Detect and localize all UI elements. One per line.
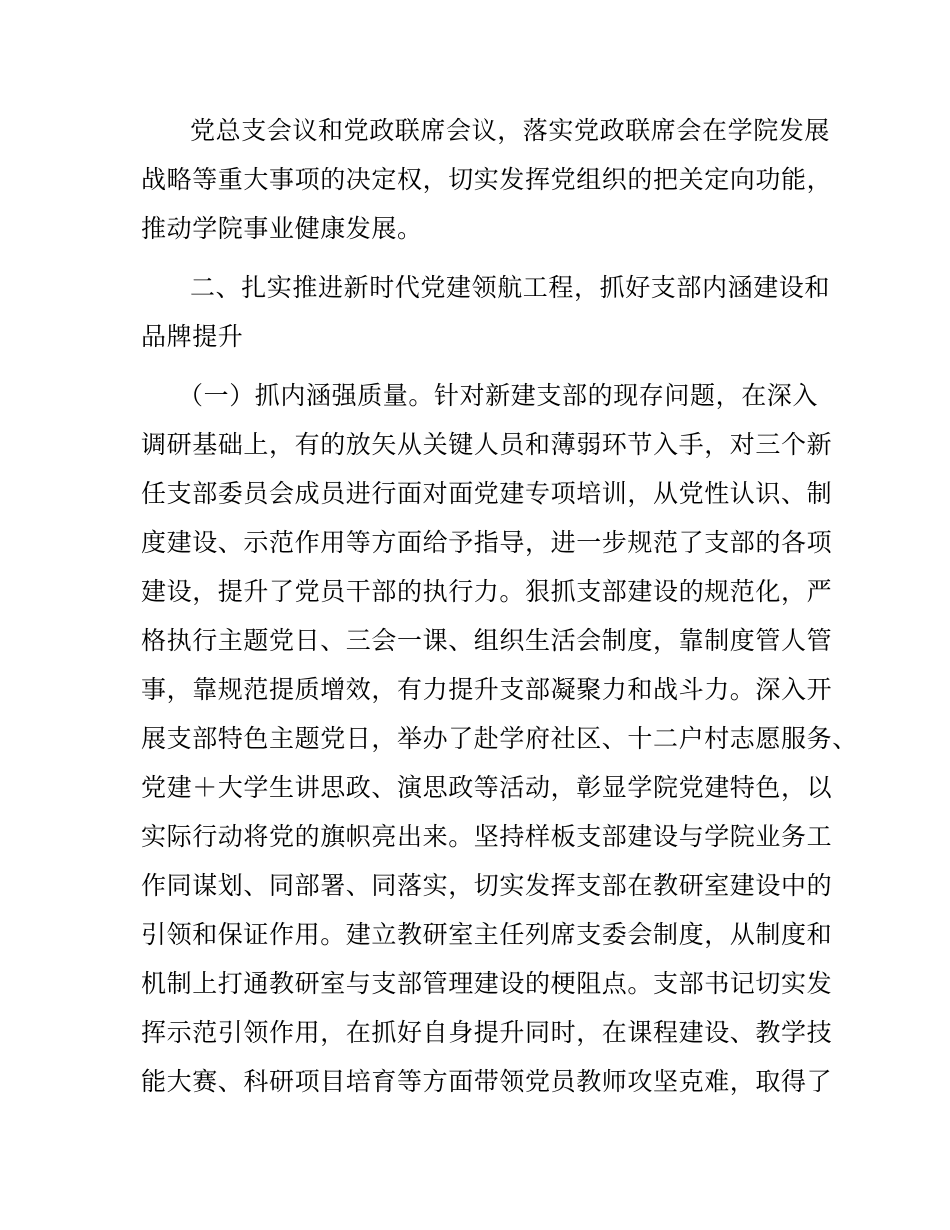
paragraph-line-12: 事，靠规范提质增效，有力提升支部凝聚力和战斗力。深入开 xyxy=(141,675,833,704)
paragraph-line-8: 任支部委员会成员进行面对面党建专项培训，从党性认识、制 xyxy=(141,479,833,508)
paragraph-line-13: 展支部特色主题党日，举办了赴学府社区、十二户村志愿服务、 xyxy=(141,724,858,753)
paragraph-line-11: 格执行主题党日、三会一课、组织生活会制度，靠制度管人管 xyxy=(141,626,833,655)
paragraph-line-18: 机制上打通教研室与支部管理建设的梗阻点。支部书记切实发 xyxy=(141,969,833,998)
section-heading-line-2: 品牌提升 xyxy=(141,322,244,351)
paragraph-line-1: 党总支会议和党政联席会议，落实党政联席会在学院发展 xyxy=(190,116,831,145)
paragraph-line-15: 实际行动将党的旗帜亮出来。坚持样板支部建设与学院业务工 xyxy=(141,822,833,851)
paragraph-line-17: 引领和保证作用。建立教研室主任列席支委会制度，从制度和 xyxy=(141,920,833,949)
paragraph-line-16: 作同谋划、同部署、同落实，切实发挥支部在教研室建设中的 xyxy=(141,871,833,900)
section-heading-line-1: 二、扎实推进新时代党建领航工程，抓好支部内涵建设和 xyxy=(190,273,831,302)
paragraph-line-3: 推动学院事业健康发展。 xyxy=(141,214,423,243)
paragraph-line-9: 度建设、示范作用等方面给予指导，进一步规范了支部的各项 xyxy=(141,528,833,557)
paragraph-line-7: 调研基础上，有的放矢从关键人员和薄弱环节入手，对三个新 xyxy=(141,430,833,459)
paragraph-line-20: 能大赛、科研项目培育等方面带领党员教师攻坚克难，取得了 xyxy=(141,1067,833,1096)
paragraph-line-14: 党建＋大学生讲思政、演思政等活动，彰显学院党建特色，以 xyxy=(141,773,833,802)
paragraph-line-2: 战略等重大事项的决定权，切实发挥党组织的把关定向功能， xyxy=(141,165,833,194)
paragraph-line-19: 挥示范引领作用，在抓好自身提升同时，在课程建设、教学技 xyxy=(141,1018,833,1047)
paragraph-line-6: （一）抓内涵强质量。针对新建支部的现存问题，在深入 xyxy=(178,381,819,410)
paragraph-line-10: 建设，提升了党员干部的执行力。狠抓支部建设的规范化，严 xyxy=(141,577,833,606)
